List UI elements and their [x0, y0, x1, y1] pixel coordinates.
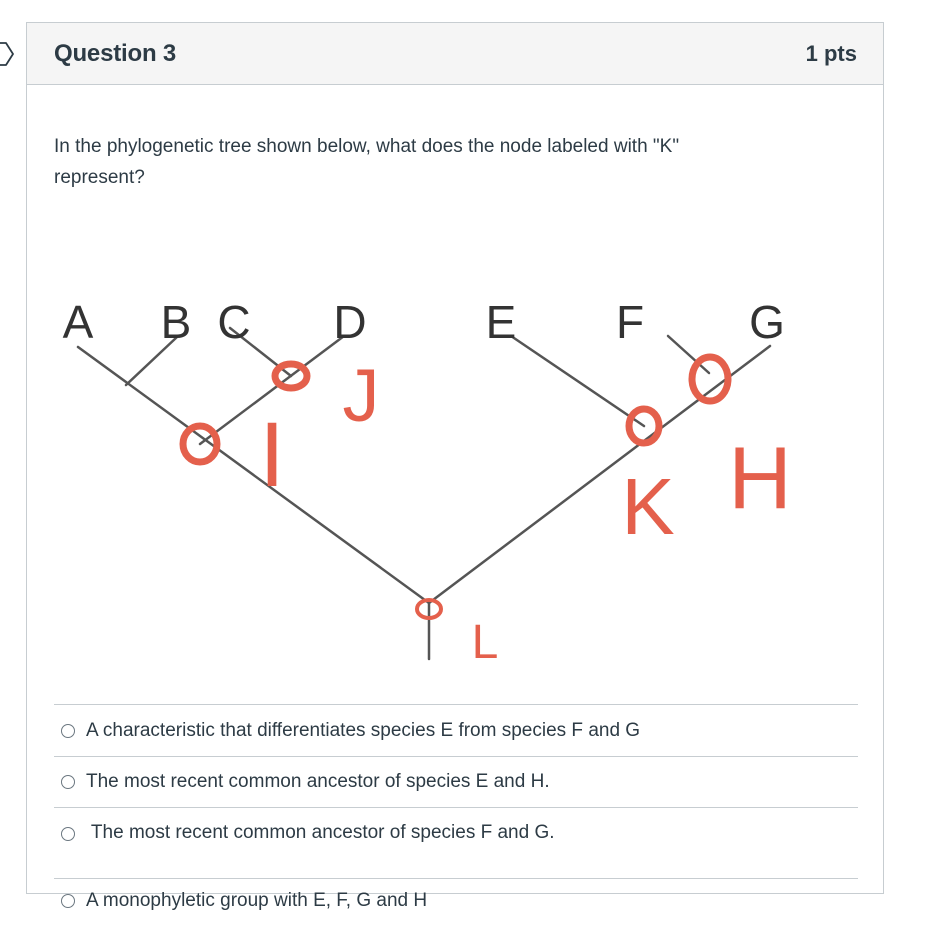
- node-l-label: L: [471, 616, 499, 669]
- question-title: Question 3: [54, 39, 177, 67]
- taxon-a-label: A: [62, 296, 94, 348]
- question-text-line2: represent?: [54, 167, 145, 188]
- node-h-circle: [692, 357, 728, 401]
- answer-list: [54, 704, 858, 923]
- radio-circle-icon[interactable]: [61, 894, 75, 908]
- taxon-e-label: E: [485, 296, 517, 348]
- question-header: [27, 23, 883, 85]
- node-i-label: I: [259, 404, 285, 506]
- answer-option-1[interactable]: [54, 704, 858, 756]
- branch-f: [668, 336, 709, 373]
- taxon-c-label: C: [217, 296, 251, 348]
- question-points: 1 pts: [805, 40, 857, 66]
- answer-option-label[interactable]: A characteristic that differentiates species E from species F and G: [86, 719, 641, 741]
- phylogenetic-tree-image: [54, 274, 814, 694]
- flag-question-icon[interactable]: [0, 40, 16, 68]
- radio-circle-icon[interactable]: [61, 827, 75, 841]
- answer-option-4[interactable]: [54, 878, 858, 923]
- node-h-label: H: [728, 428, 792, 527]
- answer-option-label[interactable]: The most recent common ancestor of species E and H.: [86, 771, 550, 792]
- radio-circle-icon[interactable]: [61, 775, 75, 789]
- answer-option-label[interactable]: The most recent common ancestor of species F and G.: [86, 822, 555, 843]
- question-text: [54, 131, 814, 193]
- taxon-b-label: B: [160, 296, 192, 348]
- taxon-labels: [63, 296, 785, 348]
- answer-option-2[interactable]: [54, 756, 858, 807]
- taxon-d-label: D: [333, 296, 367, 348]
- taxon-f-label: F: [615, 296, 645, 348]
- answer-option-label[interactable]: A monophyletic group with E, F, G and H: [86, 890, 428, 911]
- taxon-g-label: G: [749, 296, 785, 348]
- answer-option-3[interactable]: [54, 807, 858, 878]
- branch-g-to-root: [429, 346, 770, 603]
- node-j-label: J: [342, 354, 380, 437]
- branch-e-to-k: [511, 336, 644, 426]
- node-k-label: K: [621, 462, 675, 551]
- radio-circle-icon[interactable]: [61, 724, 75, 738]
- question-card: [26, 22, 884, 911]
- question-text-line1: In the phylogenetic tree shown below, what does the node labeled with "K": [54, 136, 680, 157]
